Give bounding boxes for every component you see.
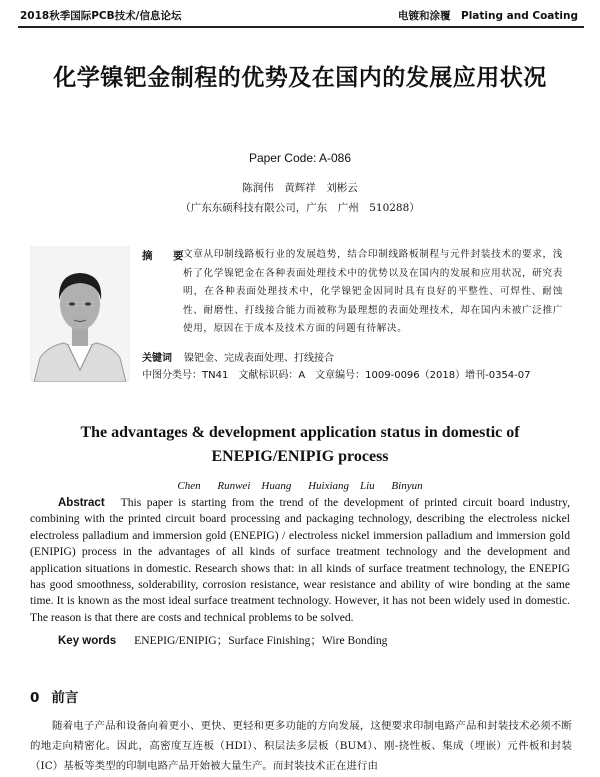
header-rule [18,26,584,28]
running-header-right: 电镀和涂覆 Plating and Coating [398,10,578,22]
keywords-label-english: Key words [58,635,117,647]
authors-chinese: 陈润伟 黄辉祥 刘彬云 [242,182,358,194]
section-title: 前言 [51,690,79,706]
abstract-text-chinese: 文章从印制线路板行业的发展趋势，结合印制线路板制程与元件封装技术的要求，浅析了化学镍钯金在各种表面处理技术中的优势以及在国内的发展和应用状况，研究表明，在各种表面处理技术中，化学镍钯金因同时具有良好的平整性、可焊性、耐蚀性、耐磨性、打线接合能力而被称为最理想的表面处理技术，却在国内未被广泛推广使用，原因在于成本及技术方面的问题有待解决。 [183,249,563,335]
paper-code: Paper Code: A-086 [248,151,352,165]
abstract-label-english: Abstract [58,497,105,509]
abstract-english [30,495,570,626]
section-heading [30,686,78,706]
paper-title-english: The advantages & development application status in domestic of ENEPIG/ENIPIG process [80,424,520,465]
classification-line: 中图分类号：TN41 文献标识码：A 文章编号：1009-0096（2018）增刊-0354-07 [142,370,531,381]
keywords-text-chinese: 镍钯金、完成表面处理、打线接合 [184,353,334,364]
body-paragraph: 随着电子产品和设备向着更小、更快、更轻和更多功能的方向发展，这便要求印制电路产品和封装技术必须不断的地走向精密化。因此，高密度互连板（HDI）、积层法多层板（BUM）、刚-挠性板、集成（埋嵌）元件板和封装（IC）基板等类型的印制电路产品开始被大量生产。而封装技术正在进行由 [30,720,572,772]
running-header-left: 2018秋季国际PCB技术/信息论坛 [20,10,182,22]
section-number: 0 [30,690,40,706]
paper-title-chinese: 化学镍钯金制程的优势及在国内的发展应用状况 [53,65,547,91]
keywords-text-english: ENEPIG/ENIPIG；Surface Finishing；Wire Bonding [134,634,388,647]
keywords-label-chinese: 关键词 [142,353,172,364]
keywords-english [58,632,387,648]
abstract-text-english: This paper is starting from the trend of the development of printed circuit board industry, combining with the printed circuit board processing and packaging technology, describing the electroless nickel electroless palladium and immersion gold (ENEPIG) / electroless nickel immersion palladium and immersion gold (ENIPIG) process in the advantages of all kinds of surface treatment technology and the development and application situations in domestic. Research shows that: in all kinds of surface treatment technology, the ENEPIG has good smoothness, solderability, corrosion resistance, wear resistance and ability of wire bonding at the same time. It is known as the most ideal surface treatment technology. However, it has not been widely used in domestic. The reason is that there are costs and technical problems to be solved. [30,496,570,624]
abstract-label-chinese: 摘 要 [142,250,189,262]
authors-english: Chen Runwei Huang Huixiang Liu Binyun [177,480,423,492]
affiliation-chinese: （广东东硕科技有限公司，广东 广州 510288） [180,202,420,214]
author-photo [30,246,130,382]
